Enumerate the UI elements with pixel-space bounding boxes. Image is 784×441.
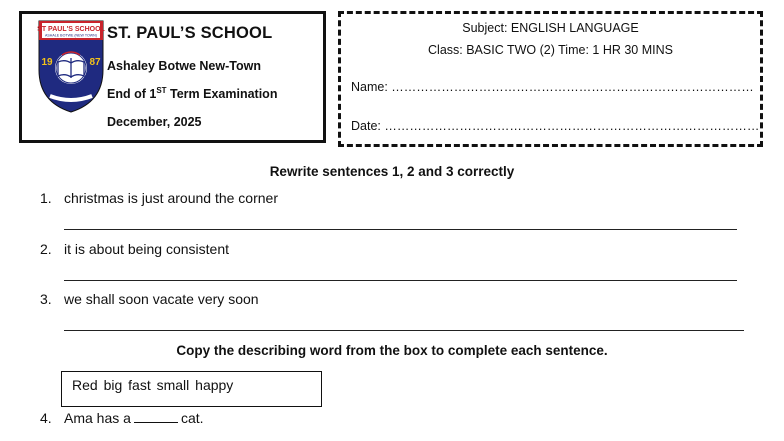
crest-year-right: 87 (89, 57, 101, 68)
question-3-number: 3. (40, 291, 52, 307)
exam-info-box (338, 11, 763, 147)
class-time-line: Class: BASIC TWO (2) Time: 1 HR 30 MINS (428, 43, 673, 57)
exam-title-prefix: End of 1 (107, 87, 157, 102)
question-4-after: cat. (180, 410, 204, 426)
name-field[interactable]: Name: …………………………………………………………………………… (351, 80, 754, 94)
exam-title (107, 86, 277, 101)
question-4-sentence (64, 410, 204, 426)
question-4-before: Ama has a (64, 410, 131, 426)
question-2-answer-line[interactable] (64, 280, 737, 281)
question-4-blank[interactable] (134, 422, 178, 423)
section2-heading: Copy the describing word from the box to complete each sentence. (176, 343, 608, 358)
question-3-answer-line[interactable] (64, 330, 744, 331)
question-4-number: 4. (40, 410, 52, 426)
question-2-text: it is about being consistent (64, 241, 229, 257)
school-crest-icon (36, 18, 106, 114)
school-name: ST. PAUL’S SCHOOL (107, 24, 273, 42)
exam-date: December, 2025 (107, 115, 202, 129)
crest-sub-text: ASHALE BOTWE (NEW TOWN) (45, 33, 97, 38)
school-location: Ashaley Botwe New-Town (107, 59, 261, 73)
school-header-box (19, 11, 326, 143)
question-1-number: 1. (40, 190, 52, 206)
exam-title-suffix: Term Examination (166, 87, 278, 102)
crest-year-left: 19 (41, 57, 53, 68)
question-1-text: christmas is just around the corner (64, 190, 278, 206)
describing-word-box: Red big fast small happy (61, 371, 322, 407)
question-3-text: we shall soon vacate very soon (64, 291, 259, 307)
question-1-answer-line[interactable] (64, 229, 737, 230)
question-2-number: 2. (40, 241, 52, 257)
date-field[interactable]: Date: ……………………………………………………………………………… (351, 119, 760, 133)
crest-top-text: ST PAUL'S SCHOOL (37, 26, 105, 33)
subject-line: Subject: ENGLISH LANGUAGE (462, 21, 639, 35)
exam-title-sup: ST (156, 86, 167, 95)
section1-heading: Rewrite sentences 1, 2 and 3 correctly (269, 164, 515, 179)
